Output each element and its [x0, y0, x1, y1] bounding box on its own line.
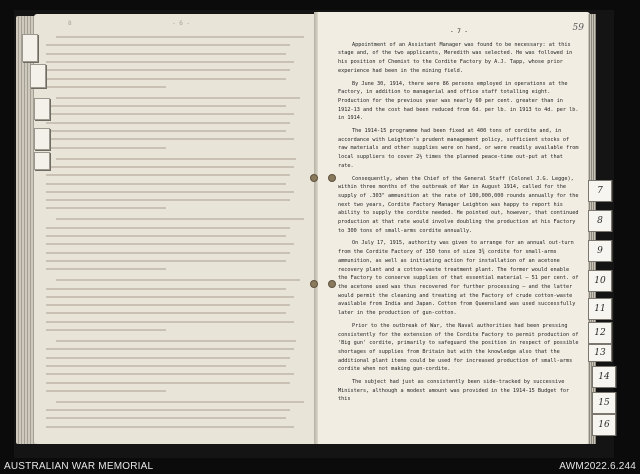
right-page-text	[338, 23, 584, 408]
ghost-text-line	[46, 321, 294, 323]
ghost-text-line	[46, 373, 294, 375]
ghost-text-line	[46, 268, 166, 270]
left-edge-tab[interactable]	[30, 64, 46, 88]
ghost-text-line	[56, 401, 304, 403]
handwritten-page-number: 59	[572, 23, 584, 33]
right-page	[318, 12, 590, 444]
ghost-text-line	[46, 78, 286, 80]
ghost-text-line	[46, 348, 294, 350]
paragraph: By June 30, 1914, there were 86 persons employed in operations at the Factory, in addition to managerial and office staff totalling eight. Production for the previous year was nearly 60 per cent. greater than in 1912-13 and the cost had been reduced from 6d. per lb. in 1913 to 4d. per lb. in 1914.	[338, 80, 579, 122]
index-tab-7[interactable]: 7	[588, 180, 612, 202]
ghost-text-line	[46, 61, 294, 63]
index-tab-10[interactable]: 10	[588, 270, 612, 292]
ghost-text-line	[46, 417, 286, 419]
page-number: - 7 -	[449, 28, 469, 35]
ghost-text-line	[56, 36, 304, 38]
left-edge-tab[interactable]	[34, 128, 50, 150]
index-tab-14[interactable]: 14	[592, 366, 616, 388]
ghost-text-line	[46, 296, 294, 298]
ghost-text-line	[46, 105, 286, 107]
ghost-text-line	[46, 53, 286, 55]
index-tab-13[interactable]: 13	[588, 344, 612, 362]
ghost-text-line	[46, 138, 294, 140]
ghost-text-line	[46, 130, 286, 132]
ghost-text-line	[46, 122, 290, 124]
ghost-text-line	[46, 260, 286, 262]
paragraph: The subject had just as consistently been side-tracked by successive Ministers, although a modest amount was provided in the 1914-15 Budget for this	[338, 379, 570, 403]
ghost-text-line	[46, 409, 290, 411]
binding-hole	[310, 174, 318, 182]
ghost-text-line	[56, 158, 296, 160]
ghost-text-line	[46, 174, 290, 176]
left-page-handwritten-number: 8	[68, 20, 72, 27]
ghost-text-line	[46, 183, 286, 185]
ghost-text-line	[46, 227, 290, 229]
ghost-text-line	[46, 288, 286, 290]
paragraph: Appointment of an Assistant Manager was found to be necessary: at this stage and, of the two applicants, Meredith was selected. He was followed in his position of Chemist to the Cordite Factory by A.J. Tapp, whose prior experience had been in the mining field.	[338, 41, 573, 74]
caption-accession-number: AWM2022.6.244	[559, 461, 636, 472]
page-header	[338, 23, 584, 37]
ghost-text-line	[46, 357, 290, 359]
ghost-text-line	[46, 207, 166, 209]
ghost-text-line	[46, 304, 290, 306]
ghost-text-line	[46, 252, 290, 254]
left-edge-tab[interactable]	[22, 34, 38, 62]
ghost-text-line	[46, 113, 294, 115]
ghost-text-line	[56, 218, 304, 220]
ghost-text-line	[46, 191, 294, 193]
binding-hole	[328, 280, 336, 288]
binding-hole	[310, 280, 318, 288]
left-page	[34, 14, 316, 444]
ghost-text-line	[46, 243, 294, 245]
index-tab-15[interactable]: 15	[592, 392, 616, 414]
ghost-text-line	[46, 147, 166, 149]
ghost-text-line	[46, 365, 286, 367]
left-edge-tab[interactable]	[34, 152, 50, 170]
paragraph: The 1914-15 programme had been fixed at 400 tons of cordite and, in accordance with Leighton's prudent management policy, sufficient stocks of raw materials and other supplies were on hand, or were readily available from local suppliers to cover 2½ times the planned peace-time out-put at that rate.	[338, 128, 579, 169]
paragraph: On July 17, 1915, authority was given to arrange for an annual out-turn from the Cordite Factory of 150 tons of size 3¾ cordite for small-arms ammunition, as well as initiating action for installation of an acetone recovery plant and a cotton-waste treatment plant. The former would enable the Factory to conserve supplies of that essential material — 51 per cent. of the acetone used was thus recovered for further processing — and the latter would permit the cleaning and treating at the Factory of crude cotton-waste available from India and Japan. Cotton from Queensland was used successfully later in the production of gun-cotton.	[338, 240, 579, 317]
ghost-text-line	[46, 166, 294, 168]
ghost-text-line	[46, 312, 286, 314]
left-edge-tab[interactable]	[34, 98, 50, 120]
ghost-text-line	[46, 69, 290, 71]
ghost-text-line	[46, 199, 290, 201]
ghost-text-line	[46, 44, 290, 46]
index-tab-9[interactable]: 9	[588, 240, 612, 262]
index-tab-8[interactable]: 8	[588, 210, 612, 232]
ghost-text-line	[56, 279, 300, 281]
ghost-text-line	[46, 86, 166, 88]
caption-institution: AUSTRALIAN WAR MEMORIAL	[4, 461, 154, 472]
index-tab-12[interactable]: 12	[588, 322, 612, 344]
paragraph: Prior to the outbreak of War, the Naval authorities had been pressing consistently for the extension of the Cordite Factory to permit production of 'Big gun' cordite, primarily to safeguard the position in respect of possible shortages of supplies from Britain but with the knowledge also that the additional plant items could be used for increased production of small-arms cordite when not making gun-cordite.	[338, 322, 579, 373]
binding-hole	[328, 174, 336, 182]
index-tab-16[interactable]: 16	[592, 414, 616, 436]
paragraph: Consequently, when the Chief of the General Staff (Colonel J.G. Legge), within three months of the outbreak of War in August 1914, called for the supply of .303" ammunition at the rate of 100,000,000 rounds annually for the next two years, Cordite Factory Manager Leighton was happy to report his ability to supply the cordite needed. He pointed out, however, that continued production at that rate would involve doubling the production at his Factory to 300 tons of small-arms cordite annually.	[338, 175, 579, 234]
ghost-text-line	[46, 382, 290, 384]
ghost-text-line	[46, 329, 166, 331]
ghost-text-line	[56, 340, 296, 342]
left-page-header: - 6 -	[172, 20, 191, 27]
ghost-text-line	[46, 426, 294, 428]
index-tab-11[interactable]: 11	[588, 298, 612, 320]
ghost-text-line	[56, 97, 300, 99]
ghost-text-line	[46, 235, 286, 237]
ghost-text-line	[46, 390, 166, 392]
